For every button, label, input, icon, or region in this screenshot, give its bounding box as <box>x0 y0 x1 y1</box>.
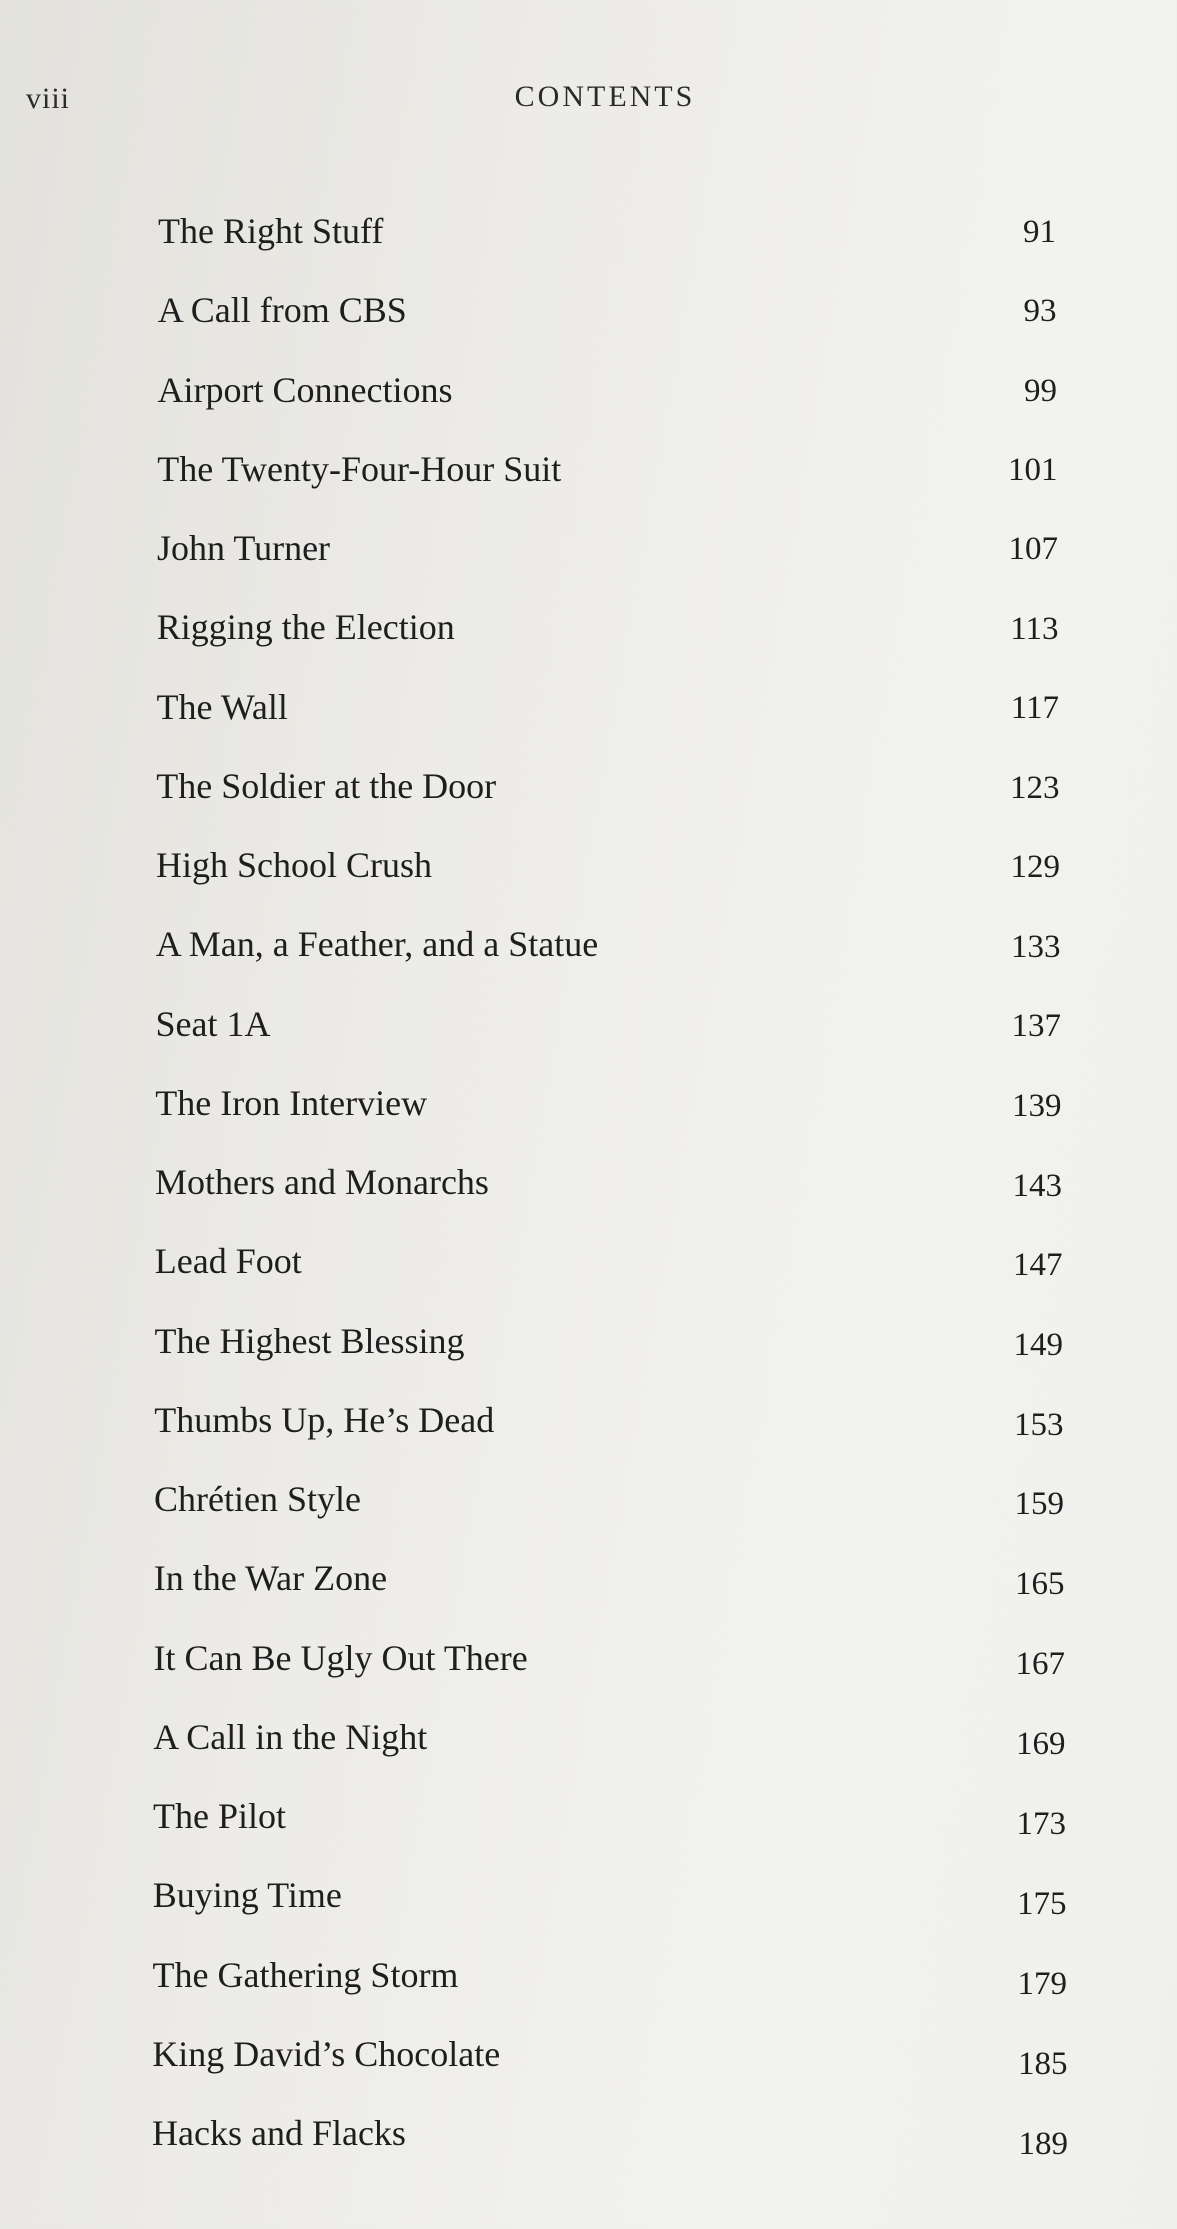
toc-entry-title: John Turner <box>157 528 331 568</box>
toc-entry-page: 99 <box>1024 372 1057 409</box>
toc-entry <box>153 1716 1065 1766</box>
toc-entry-page: 107 <box>1008 531 1058 568</box>
toc-entry <box>156 923 1061 973</box>
toc-entry <box>152 2033 1067 2083</box>
toc-entry-title: Seat 1A <box>155 1003 271 1044</box>
toc-entry-title: The Gathering Storm <box>152 1954 459 1995</box>
toc-entry <box>155 1320 1064 1370</box>
toc-entry-title: In the War Zone <box>153 1558 388 1599</box>
toc-entry-page: 93 <box>1023 293 1057 330</box>
toc-entry-page: 147 <box>1013 1247 1063 1284</box>
toc-entry-title: The Wall <box>156 686 288 727</box>
toc-entry <box>156 1003 1062 1053</box>
toc-entry-page: 185 <box>1018 2045 1068 2082</box>
toc-entry-title: The Soldier at the Door <box>156 765 497 806</box>
toc-entry <box>158 210 1056 260</box>
toc-entry-page: 101 <box>1008 451 1058 488</box>
toc-entry-title: Mothers and Monarchs <box>155 1162 489 1202</box>
toc-entry <box>155 1240 1063 1290</box>
toc-entry-page: 129 <box>1010 849 1060 886</box>
toc-entry <box>156 765 1059 815</box>
toc-entry-page: 117 <box>1010 690 1059 727</box>
toc-entry-page: 189 <box>1018 2126 1068 2162</box>
toc-entry-title: The Iron Interview <box>155 1082 428 1123</box>
toc-entry-title: The Twenty-Four-Hour Suit <box>157 448 562 489</box>
toc-entry-page: 149 <box>1013 1326 1063 1363</box>
toc-entry-title: Hacks and Flacks <box>152 2113 406 2153</box>
toc-entry-page: 133 <box>1011 928 1061 965</box>
toc-entry-title: A Man, a Feather, and a Statue <box>155 924 599 965</box>
toc-entry <box>153 1874 1067 1924</box>
toc-entry-page: 175 <box>1017 1885 1067 1922</box>
toc-entry-page: 113 <box>1010 610 1059 647</box>
toc-entry-title: The Right Stuff <box>158 211 384 251</box>
toc-entry <box>157 606 1059 656</box>
toc-entry <box>154 1557 1065 1607</box>
toc-entry-title: The Pilot <box>153 1796 286 1836</box>
toc-entry-title: Chrétien Style <box>154 1479 361 1519</box>
toc-entry-title: King David’s Chocolate <box>152 2033 501 2074</box>
toc-entry-title: Lead Foot <box>154 1241 302 1282</box>
toc-entry-title: Rigging the Election <box>156 607 455 648</box>
toc-entry-page: 165 <box>1015 1566 1065 1603</box>
toc-entry-page: 143 <box>1012 1167 1062 1204</box>
toc-entry <box>157 448 1057 498</box>
toc-entry <box>158 369 1058 419</box>
toc-entry <box>157 686 1060 736</box>
toc-entry-page: 91 <box>1023 214 1056 250</box>
toc-entry <box>154 1478 1064 1528</box>
toc-entry <box>153 1954 1068 2004</box>
page-number: viii <box>26 82 71 115</box>
toc-entry <box>153 1795 1066 1845</box>
toc-entry <box>158 289 1057 339</box>
toc-entry-page: 169 <box>1016 1726 1066 1763</box>
toc-entry <box>157 527 1058 577</box>
toc-entry <box>155 1082 1061 1132</box>
toc-entry-title: It Can Be Ugly Out There <box>153 1637 528 1678</box>
toc-entry <box>156 844 1060 894</box>
toc-entry <box>155 1161 1062 1211</box>
toc-entry-page: 173 <box>1016 1805 1066 1842</box>
toc-entry-page: 123 <box>1010 769 1060 806</box>
toc-entry-page: 137 <box>1011 1008 1061 1045</box>
toc-entry-page: 153 <box>1014 1406 1064 1443</box>
toc-entry-title: A Call in the Night <box>153 1716 428 1757</box>
toc-entry-page: 179 <box>1017 1965 1067 2002</box>
toc-entry <box>152 2112 1068 2162</box>
toc-entry-page: 167 <box>1015 1646 1065 1683</box>
toc-entry-title: Airport Connections <box>157 369 453 410</box>
toc-entry-title: Buying Time <box>152 1875 342 1916</box>
toc-entry <box>154 1637 1066 1687</box>
toc-entry-page: 159 <box>1014 1486 1064 1523</box>
running-head: CONTENTS <box>514 80 696 113</box>
toc-entry-title: A Call from CBS <box>157 290 407 331</box>
toc-entry-title: High School Crush <box>156 845 433 885</box>
toc-entry-title: The Highest Blessing <box>154 1320 465 1361</box>
toc-entry-page: 139 <box>1012 1087 1062 1124</box>
toc-entry <box>154 1399 1063 1449</box>
toc-entry-title: Thumbs Up, He’s Dead <box>154 1399 495 1440</box>
